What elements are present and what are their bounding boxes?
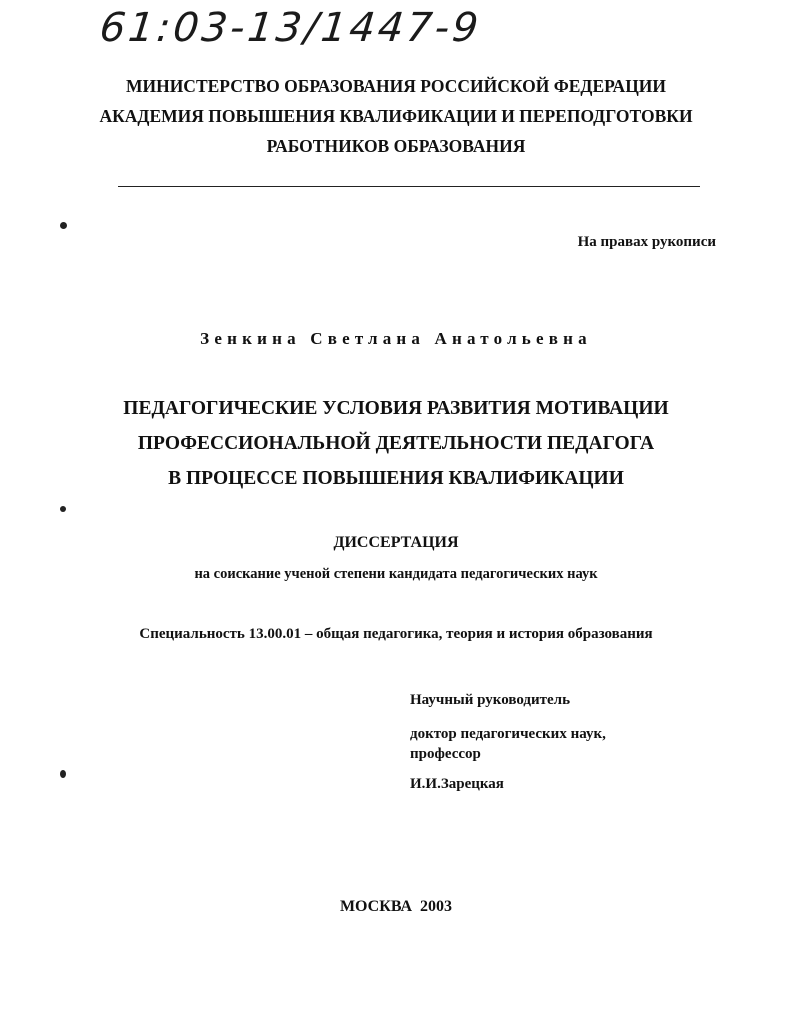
scan-speck <box>60 506 66 512</box>
scan-speck <box>60 770 66 778</box>
thesis-title-line1: ПЕДАГОГИЧЕСКИЕ УСЛОВИЯ РАЗВИТИЯ МОТИВАЦИИ <box>123 398 669 419</box>
academy-name-line2: РАБОТНИКОВ ОБРАЗОВАНИЯ <box>266 136 526 156</box>
header-divider <box>118 186 700 187</box>
supervisor-label: Научный руководитель <box>410 692 570 708</box>
document-type-label: ДИССЕРТАЦИЯ <box>333 534 459 551</box>
academy-name-line1: АКАДЕМИЯ ПОВЫШЕНИЯ КВАЛИФИКАЦИИ И ПЕРЕПОДГОТОВКИ <box>99 106 693 126</box>
handwritten-archive-code: 61:03-13/1447-9 <box>97 5 484 51</box>
manuscript-rights-note: На правах рукописи <box>577 234 716 250</box>
city-and-year: МОСКВА 2003 <box>339 898 453 915</box>
supervisor-title: профессор <box>410 746 481 762</box>
specialty-line: Специальность 13.00.01 – общая педагогика, теория и история образования <box>139 626 653 642</box>
author-name: Зенкина Светлана Анатольевна <box>200 329 592 348</box>
ministry-name: МИНИСТЕРСТВО ОБРАЗОВАНИЯ РОССИЙСКОЙ ФЕДЕРАЦИИ <box>125 76 667 96</box>
degree-subtitle: на соискание ученой степени кандидата педагогических наук <box>194 566 598 582</box>
supervisor-name: И.И.Зарецкая <box>410 776 504 792</box>
thesis-title-line3: В ПРОЦЕССЕ ПОВЫШЕНИЯ КВАЛИФИКАЦИИ <box>168 468 624 489</box>
scan-speck <box>60 222 67 229</box>
supervisor-degree: доктор педагогических наук, <box>410 726 606 742</box>
thesis-title-line2: ПРОФЕССИОНАЛЬНОЙ ДЕЯТЕЛЬНОСТИ ПЕДАГОГА <box>137 433 655 454</box>
